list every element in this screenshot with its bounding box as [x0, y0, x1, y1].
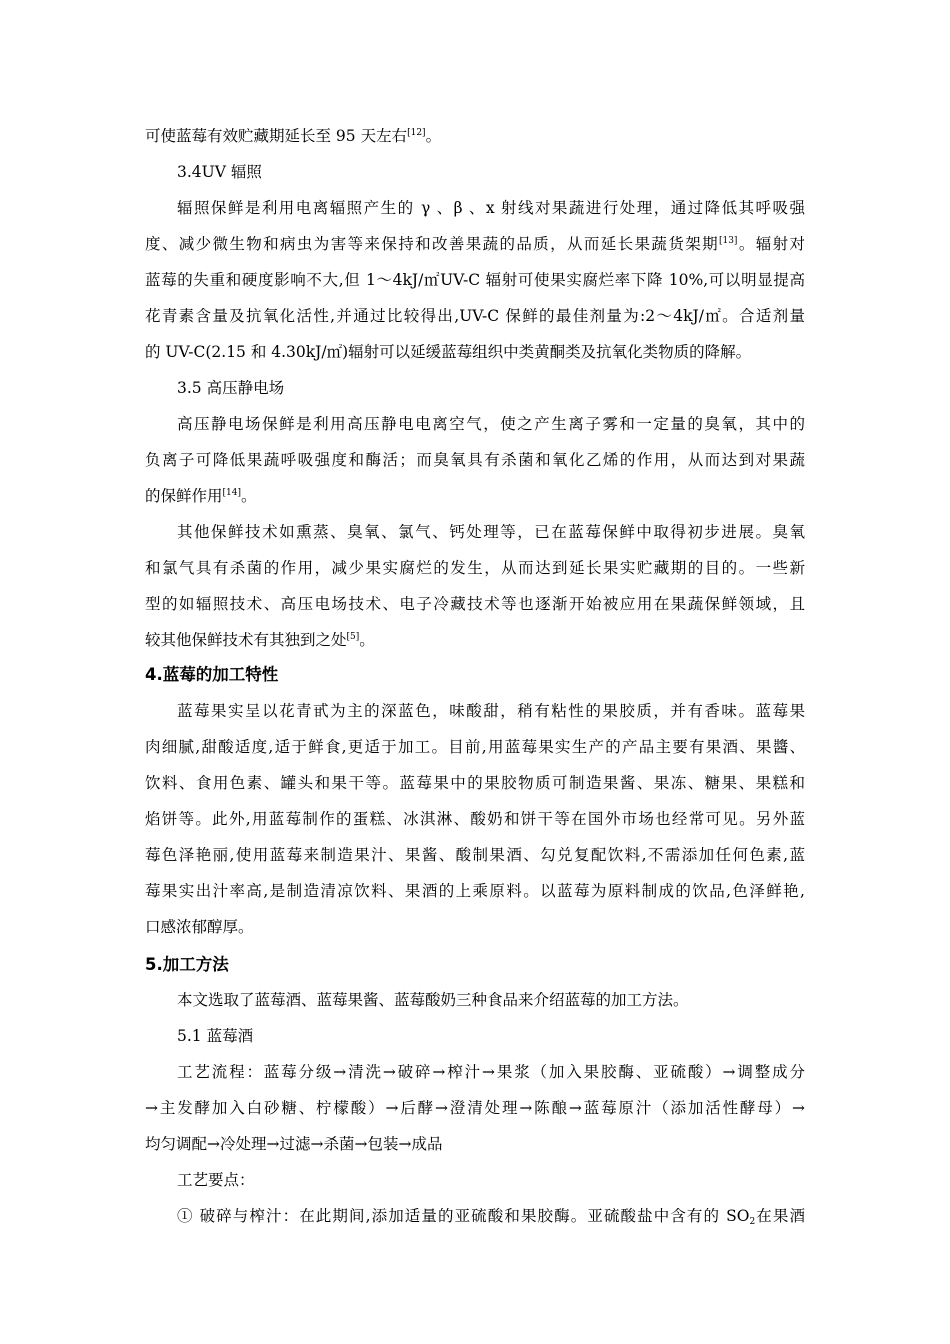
paragraph-line: 其他保鲜技术如熏蒸、臭氧、氯气、钙处理等，已在蓝莓保鲜中取得初步进展。臭氧: [177, 523, 805, 541]
text-run: 的保鲜作用: [145, 487, 223, 505]
paragraph-line: 蓝莓的失重和硬度影响不大,但 1～4kJ/㎡UV-C 辐射可使果实腐烂率下降 10%,可以明显提高: [145, 271, 805, 289]
text-run: 。辐射对: [737, 235, 805, 253]
paragraph-line: [145, 486, 257, 506]
section-heading-3-4: 3.4UV 辐照: [177, 163, 262, 181]
paragraph-line: 工艺流程：蓝莓分级→清洗→破碎→榨汁→果浆（加入果胶酶、亚硫酸）→调整成分: [177, 1063, 805, 1081]
text-run: 较其他保鲜技术有其独到之处: [145, 631, 347, 649]
text-run: 。: [241, 487, 257, 505]
citation-ref: [12]: [407, 128, 426, 138]
section-heading-5-1: 5.1 蓝莓酒: [177, 1027, 254, 1045]
text-run: 可使蓝莓有效贮藏期延长至 95 天左右: [145, 127, 408, 145]
paragraph-line: 和氯气具有杀菌的作用，减少果实腐烂的发生，从而达到延长果实贮藏期的目的。一些新: [145, 559, 805, 577]
section-heading-5: 5.加工方法: [145, 955, 229, 974]
section-heading-3-5: 3.5 高压静电场: [177, 379, 285, 397]
paragraph-line: 口感浓郁醇厚。: [145, 918, 254, 936]
citation-ref: [14]: [222, 488, 241, 498]
paragraph-line: 蓝莓果实呈以花青甙为主的深蓝色，味酸甜，稍有粘性的果胶质，并有香味。蓝莓果: [177, 702, 805, 720]
paragraph-line: [145, 126, 441, 146]
paragraph-line: 焰饼等。此外,用蓝莓制作的蛋糕、冰淇淋、酸奶和饼干等在国外市场也经常可见。另外蓝: [145, 810, 805, 828]
paragraph-line: 高压静电场保鲜是利用高压静电电离空气，使之产生离子雾和一定量的臭氧，其中的: [177, 415, 805, 433]
paragraph-line: 均匀调配→冷处理→过滤→杀菌→包装→成品: [145, 1135, 443, 1153]
paragraph-line: 负离子可降低果蔬呼吸强度和酶活；而臭氧具有杀菌和氧化乙烯的作用，从而达到对果蔬: [145, 451, 805, 469]
paragraph-line: [145, 630, 375, 650]
paragraph-line: 工艺要点：: [177, 1171, 255, 1189]
paragraph-line: [177, 1206, 805, 1226]
text-run: 。: [425, 127, 442, 145]
paragraph-line: 花青素含量及抗氧化活性,并通过比较得出,UV-C 保鲜的最佳剂量为:2～4kJ/㎡。合适剂量: [145, 307, 805, 325]
section-heading-4: 4.蓝莓的加工特性: [145, 665, 279, 684]
paragraph-line: [145, 234, 805, 254]
text-run: ① 破碎与榨汁：在此期间,添加适量的亚硫酸和果胶酶。亚硫酸盐中含有的 SO: [177, 1207, 750, 1225]
text-run: 在果酒: [755, 1207, 805, 1225]
paragraph-line: 型的如辐照技术、高压电场技术、电子冷藏技术等也逐渐开始被应用在果蔬保鲜领域，且: [145, 595, 805, 613]
citation-ref: [13]: [718, 236, 738, 246]
citation-ref: [5]: [346, 632, 360, 642]
paragraph-line: 莓色泽艳丽,使用蓝莓来制造果汁、果酱、酸制果酒、勾兑复配饮料,不需添加任何色素,蓝: [145, 846, 805, 864]
paragraph-line: 饮料、食用色素、罐头和果干等。蓝莓果中的果胶物质可制造果酱、果冻、糖果、果糕和: [145, 774, 805, 792]
text-run: 。: [359, 631, 375, 649]
paragraph-line: 辐照保鲜是利用电离辐照产生的 γ 、β 、x 射线对果蔬进行处理，通过降低其呼吸强: [177, 199, 805, 217]
paragraph-line: 莓果实出汁率高,是制造清凉饮料、果酒的上乘原料。以蓝莓为原料制成的饮品,色泽鲜艳,: [145, 882, 805, 900]
paragraph-line: 本文选取了蓝莓酒、蓝莓果酱、蓝莓酸奶三种食品来介绍蓝莓的加工方法。: [177, 991, 689, 1009]
text-run: 度、减少微生物和病虫为害等来保持和改善果蔬的品质，从而延长果蔬货架期: [145, 235, 719, 253]
paragraph-line: 的 UV-C(2.15 和 4.30kJ/㎡)辐射可以延缓蓝莓组织中类黄酮类及抗氧化类物质的降解。: [145, 343, 752, 361]
paragraph-line: 肉细腻,甜酸适度,适于鲜食,更适于加工。目前,用蓝莓果实生产的产品主要有果酒、果醬、: [145, 738, 805, 756]
paragraph-line: →主发酵加入白砂糖、柠檬酸）→后酵→澄清处理→陈酿→蓝莓原汁（添加活性酵母）→: [145, 1099, 805, 1117]
subscript: 2: [749, 1217, 756, 1227]
